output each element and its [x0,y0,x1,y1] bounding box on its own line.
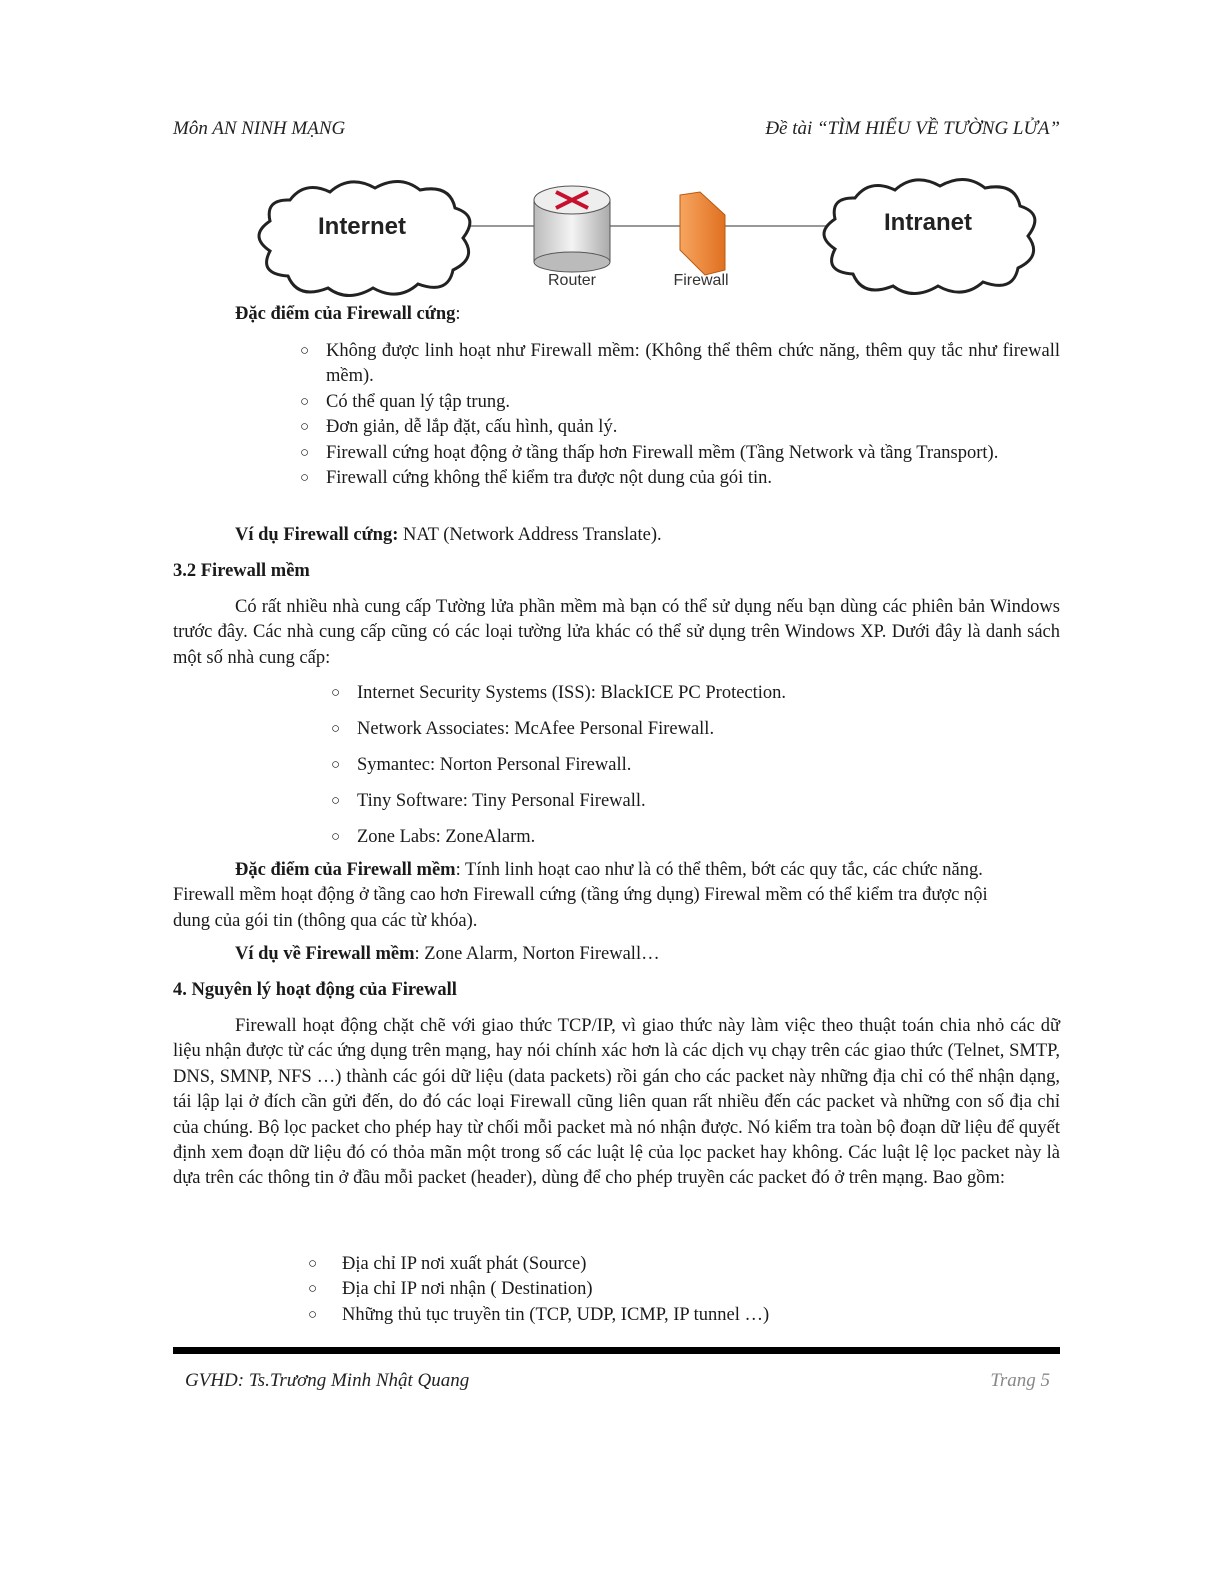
router-label: Router [547,272,597,289]
intranet-label: Intranet [883,209,973,236]
header-topic: Đề tài “TÌM HIỂU VỀ TƯỜNG LỬA” [765,118,1060,139]
hw-example [235,525,662,546]
item-text: Có thể quan lý tập trung. [326,391,510,412]
list-item [331,717,786,742]
list-item [308,1252,769,1277]
router-icon [534,186,610,289]
circle-bullet-icon: ○ [300,444,310,461]
sw-example-label: Ví dụ về Firewall mềm [235,944,415,964]
item-text: Symantec: Norton Personal Firewall. [357,754,632,775]
list-item [300,415,1060,440]
item-text: Network Associates: McAfee Personal Firewall. [357,718,715,739]
item-text: Không được linh hoạt như Firewall mềm: (Không thể thêm chức năng, thêm quy tắc như firewall mềm). [326,341,1060,387]
section-heading-principle: 4. Nguyên lý hoạt động của Firewall [173,980,457,1000]
circle-bullet-icon: ○ [300,470,310,487]
list-item [300,441,1060,466]
item-text: Firewall cứng không thể kiểm tra được nột dung của gói tin. [326,468,772,489]
item-text: Firewall cứng hoạt động ở tầng thấp hơn Firewall mềm (Tầng Network và tầng Transport). [326,442,999,463]
sw-features-text: : Tính linh hoạt cao như là có thể thêm, bớt các quy tắc, các chức năng. Firewall mềm hoạt động ở tầng cao hơn Firewall cứng (tầng ứng dụng) Firewal mềm có thể kiểm tra được nội dung của gói tin (thông qua các từ khóa). [173,860,988,931]
circle-bullet-icon: ○ [300,343,310,359]
item-text: Những thủ tục truyền tin (TCP, UDP, ICMP, IP tunnel …) [342,1304,770,1325]
hw-heading-colon: : [455,304,461,324]
item-text: Tiny Software: Tiny Personal Firewall. [357,790,646,811]
circle-bullet-icon: ○ [331,756,341,773]
item-text: Địa chỉ IP nơi xuất phát (Source) [342,1254,587,1274]
firewall-label: Firewall [673,272,729,289]
sw-features-label: Đặc điểm của Firewall mềm [235,860,456,880]
circle-bullet-icon: ○ [308,1281,318,1298]
item-text: Địa chỉ IP nơi nhận ( Destination) [342,1279,593,1300]
circle-bullet-icon: ○ [308,1256,318,1272]
list-item [308,1277,769,1302]
firewall-icon [673,192,728,289]
circle-bullet-icon: ○ [331,720,341,737]
list-item [331,753,786,778]
list-item [300,466,1060,491]
circle-bullet-icon: ○ [308,1306,318,1323]
sw-intro-paragraph: Có rất nhiều nhà cung cấp Tường lửa phần mềm mà bạn có thể sử dụng nếu bạn dùng các phiên bản Windows trước đây. Các nhà cung cấp cũng có các loại tường lửa khác có thể sử dụng trên Windows XP. Dưới đây là danh sách một số nhà cung cấp: [173,597,1060,668]
item-text: Đơn giản, dễ lắp đặt, cấu hình, quản lý. [326,417,618,438]
principle-paragraph: Firewall hoạt động chặt chẽ với giao thức TCP/IP, vì giao thức này làm việc theo thuật toán chia nhỏ các dữ liệu nhận được từ các ứng dụng trên mạng, hay nói chính xác hơn là các dịch vụ chạy trên các giao thức (Telnet, SMTP, DNS, SMNP, NFS …) thành các gói dữ liệu (data packets) rồi gán cho các packet này những địa chỉ có thể nhận dạng, tái lập lại ở đích cần gửi đến, do đó các loại Firewall cũng liên quan rất nhiều đến các packet và những con số địa chỉ của chúng. Bộ lọc packet cho phép hay từ chối mỗi packet mà nó nhận được. Nó kiểm tra toàn bộ đoạn dữ liệu để quyết định xem đoạn dữ liệu đó có thỏa mãn một trong số các luật lệ của lọc packet hay không. Các luật lệ lọc packet này là dựa trên các thông tin ở đầu mỗi packet (header), dùng để cho phép truyền các packet đó ở trên mạng. Bao gồm: [173,1016,1061,1189]
hw-example-label: Ví dụ Firewall cứng: [235,525,399,545]
vendor-list [331,681,787,850]
hw-example-text: NAT (Network Address Translate). [398,525,662,545]
packet-fields-list [308,1252,770,1328]
header-subject: Môn AN NINH MẠNG [173,118,346,139]
list-item [331,681,787,706]
list-item [331,825,786,850]
list-item [300,339,1060,390]
internet-cloud-icon [259,181,470,295]
intranet-cloud-icon [824,179,1035,293]
circle-bullet-icon: ○ [331,828,341,845]
footer-instructor: GVHD: Ts.Trương Minh Nhật Quang [185,1370,470,1391]
circle-bullet-icon: ○ [331,792,341,809]
circle-bullet-icon: ○ [331,685,341,701]
sw-features-paragraph [173,858,1028,934]
hw-features-heading [235,304,461,325]
hw-heading-text: Đặc điểm của Firewall cứng [235,304,456,324]
sw-example-text: : Zone Alarm, Norton Firewall… [414,944,660,964]
sw-example [235,944,660,965]
list-item [300,390,1060,415]
circle-bullet-icon: ○ [300,393,310,410]
item-text: Internet Security Systems (ISS): BlackICE PC Protection. [357,683,787,703]
internet-label: Internet [317,213,407,240]
circle-bullet-icon: ○ [300,419,310,436]
footer-divider [173,1347,1060,1354]
network-diagram [0,170,1225,300]
hw-features-list [300,339,1060,491]
section-heading-software-firewall: 3.2 Firewall mềm [173,561,310,581]
list-item [308,1303,770,1328]
item-text: Zone Labs: ZoneAlarm. [357,826,536,847]
list-item [331,789,786,814]
page-number: Trang 5 [990,1370,1050,1391]
